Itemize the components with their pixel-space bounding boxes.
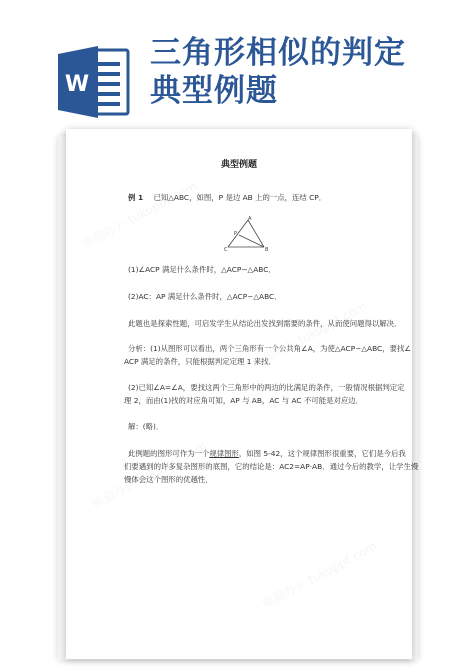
question-1: (1)∠ACP 满足什么条件时，△ACP∽△ABC． (128, 265, 276, 274)
summary-line-1 (128, 447, 406, 460)
example-text: 已知△ABC，如图，P 是边 AB 上的一点，连结 CP． (153, 193, 327, 202)
watermark (260, 540, 379, 611)
example-line (128, 191, 378, 204)
analysis-line-4: 理 2，而由(1)找的对应角可知，AP 与 AB，AC 与 AC 不可能是对应边． (124, 396, 364, 405)
analysis-line-1: 分析：(1)从图形可以看出，两个三角形有一个公共角∠A，为使△ACP∽△ABC，要找∠ (128, 344, 411, 353)
figure-label-a: A (248, 216, 252, 222)
document-page (66, 129, 419, 659)
figure-label-b: B (265, 247, 269, 253)
summary-underlined-term: 规律图形 (209, 449, 239, 458)
figure-label-p: P (234, 231, 238, 237)
intro-paragraph: 此题也是探索性题，可启发学生从结论出发找到需要的条件，从而使问题得以解决． (128, 319, 402, 328)
document-content (66, 129, 419, 659)
summary-line-2: 们要遇到的许多复杂图形的底图，它的结论是：AC2=AP·AB．通过今后的教学，让学生慢 (124, 462, 419, 471)
solution-line: 解：(略)． (128, 422, 164, 431)
title-line-2: 典型例题 (150, 73, 278, 109)
analysis-line-2: ACP 满足的条件，只能根据判定定理 1 来找． (124, 357, 276, 366)
summary-line-3: 慢体会这个图形的优越性． (124, 475, 213, 484)
question-2: (2)AC：AP 满足什么条件时，△ACP∽△ABC． (128, 292, 282, 301)
document-title: 典型例题 (220, 160, 257, 170)
analysis-line-3: (2)已知∠A=∠A，要找这两个三角形中的两边的比满足的条件，一般情况根据判定定 (128, 383, 405, 392)
title-line-1: 三角形相似的判定 (150, 35, 406, 71)
triangle-figure (224, 215, 270, 253)
example-label: 例 1 (128, 193, 144, 202)
word-icon (58, 44, 130, 120)
page-title (150, 34, 406, 110)
summary-text: 此例题的图形可作为一个 (128, 449, 210, 458)
summary-text: ，如图 5-42，这个规律图形很重要，它们是今后我 (238, 449, 406, 458)
svg-text:W: W (64, 72, 90, 97)
figure-label-c: C (224, 247, 228, 253)
